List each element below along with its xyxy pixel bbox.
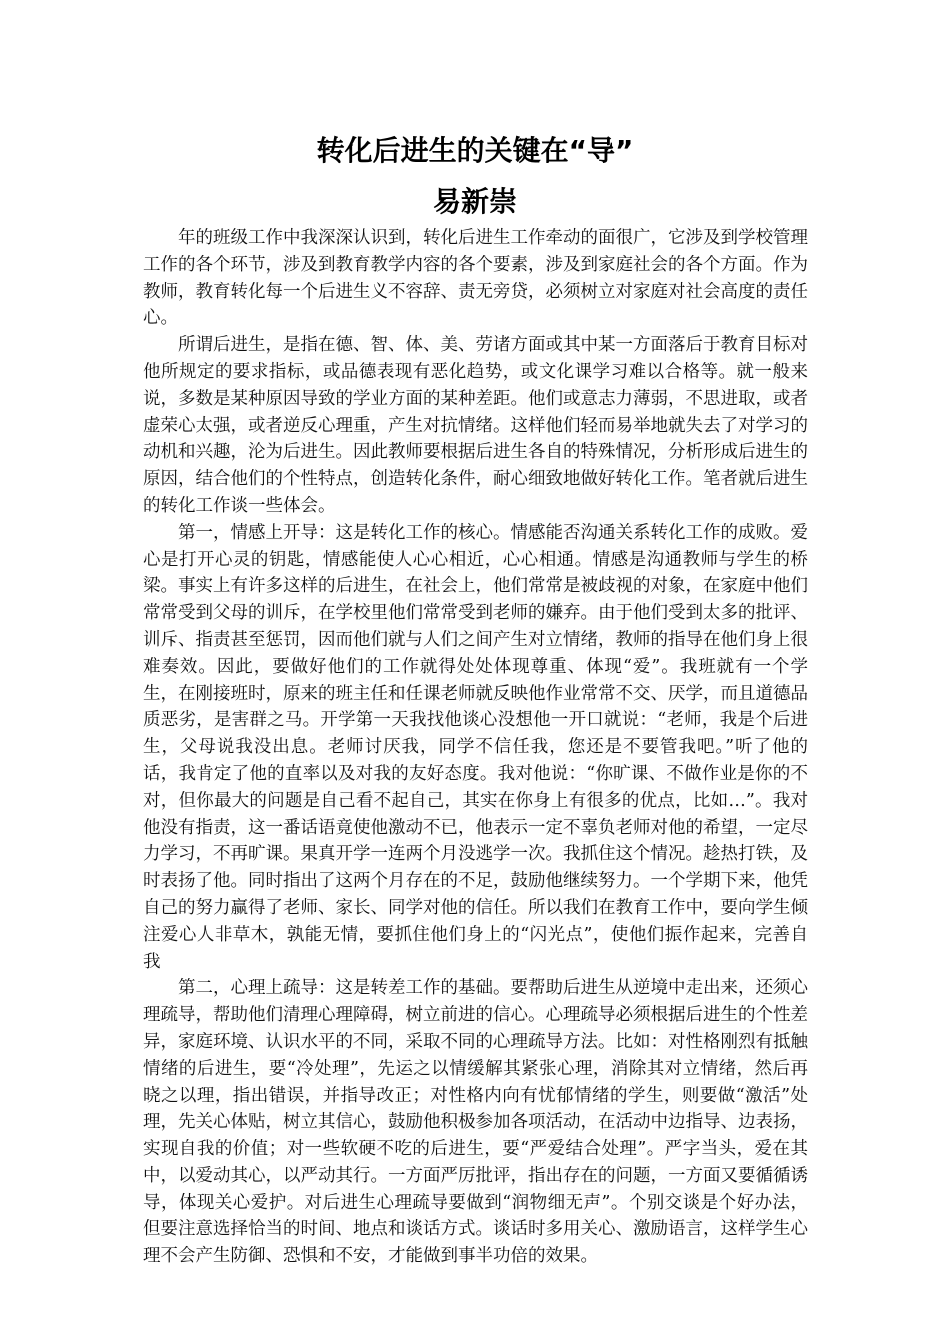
document-author: 易新崇 [432, 185, 517, 218]
document-body [143, 225, 808, 1270]
paragraph-definition: 所谓后进生，是指在德、智、体、美、劳诸方面或其中某一方面落后于教育目标对他所规定的要求指标，或品德表现有恶化趋势，或文化课学习难以合格等。就一般来说，多数是某种原因导致的学业方面的某种差距。他们或意志力薄弱，不思进取，或者虚荣心太强，或者逆反心理重，产生对抗情绪。这样他们轻而易举地就失去了对学习的动机和兴趣，沦为后进生。因此教师要根据后进生各自的特殊情况，分析形成后进生的原因，结合他们的个性特点，创造转化条件，耐心细致地做好转化工作。笔者就后进生的转化工作谈一些体会。 [143, 335, 808, 516]
document-title: 转化后进生的关键在“导” [316, 134, 634, 167]
paragraph-psychological-guidance: 第二，心理上疏导：这是转差工作的基础。要帮助后进生从逆境中走出来，还须心理疏导，帮助他们清理心理障碍，树立前进的信心。心理疏导必须根据后进生的个性差异，家庭环境、认识水平的不同，采取不同的心理疏导方法。比如：对性格刚烈有抵触情绪的后进生，要“冷处理”，先运之以情缓解其紧张心理，消除其对立情绪，然后再晓之以理，指出错误，并指导改正；对性格内向有忧郁情绪的学生，则要做“激活”处理，先关心体贴，树立其信心，鼓励他积极参加各项活动，在活动中边指导、边表扬，实现自我的价值；对一些软硬不吃的后进生，要“严爱结合处理”。严字当头，爱在其中，以爱动其心，以严动其行。一方面严厉批评，指出存在的问题，一方面又要循循诱导，体现关心爱护。对后进生心理疏导要做到“润物细无声”。个别交谈是个好办法，但要注意选择恰当的时间、地点和谈话方式。谈话时多用关心、激励语言，这样学生心理不会产生防御、恐惧和不安，才能做到事半功倍的效果。 [143, 978, 808, 1267]
paragraph-intro: 年的班级工作中我深深认识到，转化后进生工作牵动的面很广，它涉及到学校管理工作的各个环节，涉及到教育教学内容的各个要素，涉及到家庭社会的各个方面。作为教师，教育转化每一个后进生义不容辞、责无旁贷，必须树立对家庭对社会高度的责任心。 [143, 228, 808, 329]
paragraph-emotional-guidance: 第一，情感上开导：这是转化工作的核心。情感能否沟通关系转化工作的成败。爱心是打开心灵的钥匙，情感能使人心心相近，心心相通。情感是沟通教师与学生的桥梁。事实上有许多这样的后进生，在社会上，他们常常是被歧视的对象，在家庭中他们常常受到父母的训斥，在学校里他们常常受到老师的嫌弃。由于他们受到太多的批评、训斥、指责甚至惩罚，因而他们就与人们之间产生对立情绪，教师的指导在他们身上很难奏效。因此，要做好他们的工作就得处处体现尊重、体现“爱”。我班就有一个学生，在刚接班时，原来的班主任和任课老师就反映他作业常常不交、厌学，而且道德品质恶劣，是害群之马。开学第一天我找他谈心没想他一开口就说：“老师，我是个后进生，父母说我没出息。老师讨厌我，同学不信任我，您还是不要管我吧。”听了他的话，我肯定了他的直率以及对我的友好态度。我对他说：“你旷课、不做作业是你的不对，但你最大的问题是自己看不起自己，其实在你身上有很多的优点，比如…”。我对他没有指责，这一番话语竟使他激动不已，他表示一定不辜负老师对他的希望，一定尽力学习，不再旷课。果真开学一连两个月没逃学一次。我抓住这个情况。趁热打铁，及时表扬了他。同时指出了这两个月存在的不足，鼓励他继续努力。一个学期下来，他凭自己的努力赢得了老师、家长、同学对他的信任。所以我们在教育工作中，要向学生倾注爱心人非草木，孰能无情，要抓住他们身上的“闪光点”，使他们振作起来，完善自我 [143, 522, 808, 972]
